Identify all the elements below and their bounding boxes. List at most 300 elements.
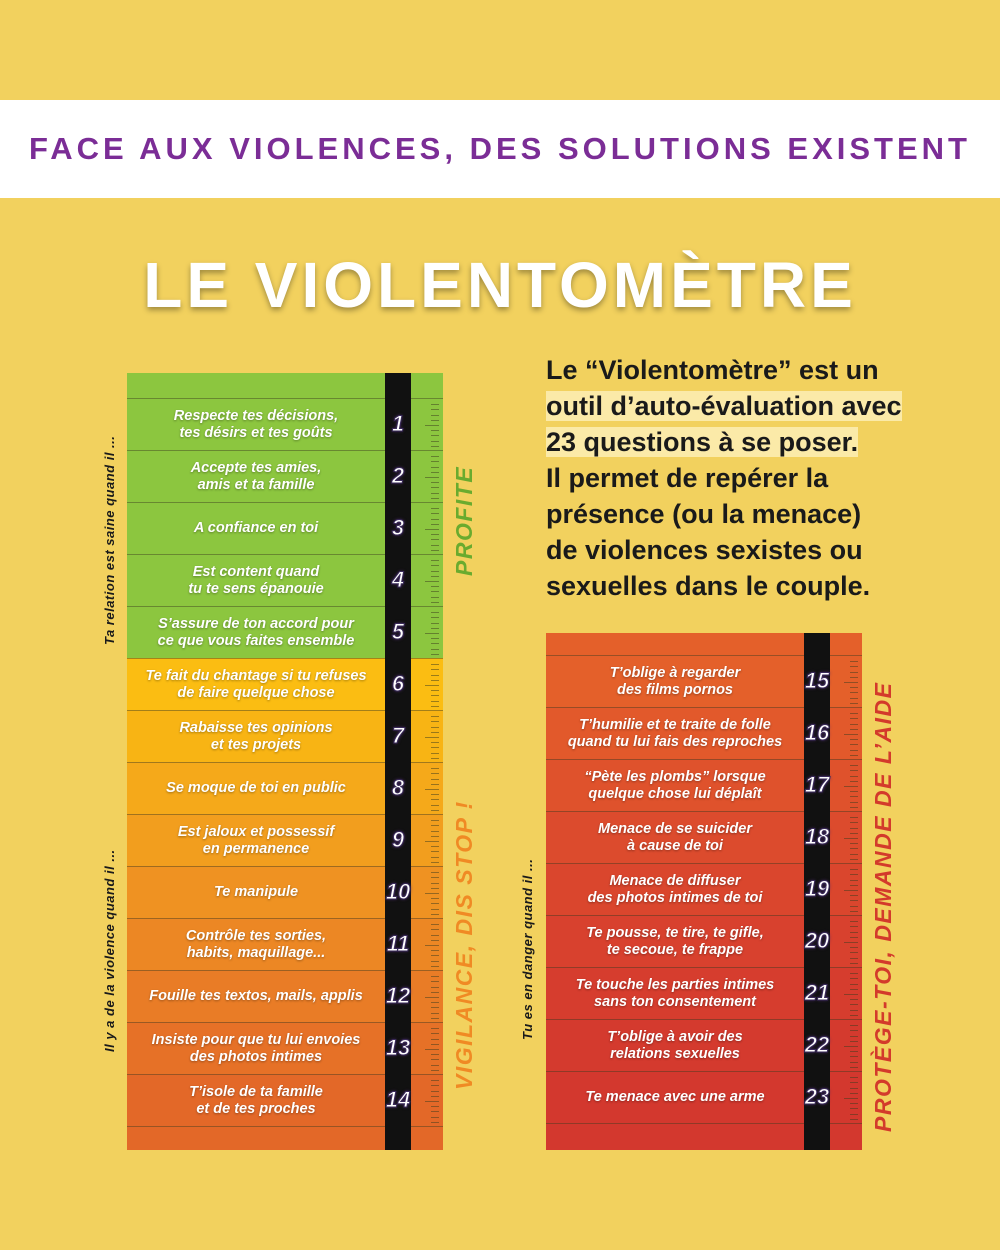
scale-tick xyxy=(850,973,858,974)
scale-tick xyxy=(850,1067,858,1068)
scale-tick xyxy=(431,784,439,785)
zone-label-profite: PROFITE xyxy=(451,465,477,576)
scale-tick xyxy=(844,1046,858,1047)
scale-tick xyxy=(850,1062,858,1063)
scale-tick xyxy=(850,885,858,886)
scale-tick xyxy=(850,661,858,662)
scale-tick xyxy=(850,817,858,818)
scale-row xyxy=(546,759,804,811)
scale-row-label: Rabaisse tes opinions et tes projets xyxy=(179,719,333,753)
scale-tick xyxy=(431,888,439,889)
scale-tick xyxy=(850,1108,858,1109)
scale-tick xyxy=(850,666,858,667)
scale-number: 1 xyxy=(391,411,405,436)
scale-tick xyxy=(431,1070,439,1071)
scale-tick xyxy=(850,906,858,907)
scale-tick xyxy=(431,664,439,665)
scale-top-strip xyxy=(127,373,385,398)
scale-number: 18 xyxy=(804,824,830,849)
scale-row-label: Te menace avec une arme xyxy=(585,1089,765,1105)
scale-tick xyxy=(850,978,858,979)
intro-line: de violences sexistes ou xyxy=(546,535,863,565)
scale-row xyxy=(127,762,385,814)
scale-row-label: Se moque de toi en public xyxy=(166,780,346,796)
scale-tick xyxy=(431,456,439,457)
scale-number: 2 xyxy=(391,463,405,488)
scale-bottom-strip xyxy=(830,1123,862,1150)
scale-tick xyxy=(431,623,439,624)
scale-tick xyxy=(431,914,439,915)
scale-row xyxy=(546,1071,804,1123)
scale-tick xyxy=(431,716,439,717)
scale-tick xyxy=(431,898,439,899)
scale-tick xyxy=(431,753,439,754)
scale-tick xyxy=(431,909,439,910)
scale-tick xyxy=(431,524,439,525)
scale-tick xyxy=(431,675,439,676)
scale-tick xyxy=(425,529,439,530)
scale-tick xyxy=(850,1030,858,1031)
scale-tick xyxy=(431,825,439,826)
scale-tick xyxy=(431,976,439,977)
scale-number: 15 xyxy=(804,668,830,693)
scale-row xyxy=(546,863,804,915)
scale-tick xyxy=(850,952,858,953)
scale-number: 17 xyxy=(804,772,830,797)
scale-number: 19 xyxy=(804,876,830,901)
scale-tick xyxy=(850,926,858,927)
scale-tick xyxy=(844,942,858,943)
scale-tick xyxy=(850,692,858,693)
scale-row-label: Te touche les parties intimes sans ton consentement xyxy=(575,976,775,1010)
scale-tick xyxy=(431,446,439,447)
scale-number: 22 xyxy=(804,1032,830,1057)
scale-tick xyxy=(431,1117,439,1118)
scale-tick xyxy=(850,822,858,823)
scale-tick xyxy=(431,883,439,884)
scale-tick xyxy=(431,420,439,421)
scale-tick xyxy=(431,773,439,774)
scale-number: 12 xyxy=(385,983,411,1008)
scale-tick xyxy=(431,794,439,795)
scale-bottom-strip xyxy=(127,1126,385,1150)
scale-row xyxy=(546,655,804,707)
scale-tick xyxy=(850,729,858,730)
scale-tick xyxy=(431,597,439,598)
scale-tick xyxy=(850,776,858,777)
scale-tick xyxy=(850,724,858,725)
scale-tick xyxy=(850,713,858,714)
scale-tick xyxy=(850,984,858,985)
scale-tick xyxy=(431,1007,439,1008)
scale-row xyxy=(127,658,385,710)
scale-tick xyxy=(850,698,858,699)
scale-row-label: T’oblige à avoir des relations sexuelles xyxy=(607,1028,743,1062)
scale-tick xyxy=(431,586,439,587)
scale-tick xyxy=(431,669,439,670)
scale-tick xyxy=(850,937,858,938)
scale-tick xyxy=(431,1002,439,1003)
scale-row-label: Te manipule xyxy=(213,884,299,900)
scale-tick xyxy=(850,895,858,896)
scale-tick xyxy=(850,900,858,901)
scale-tick xyxy=(850,1103,858,1104)
scale-row xyxy=(127,398,385,450)
side-note-danger: Tu es en danger quand il ... xyxy=(520,858,535,1040)
scale-row xyxy=(546,811,804,863)
scale-tick xyxy=(850,739,858,740)
scale-tick xyxy=(431,628,439,629)
scale-row-label: Est content quand tu te sens épanouie xyxy=(188,563,324,597)
scale-tick xyxy=(431,565,439,566)
scale-row xyxy=(127,866,385,918)
scale-tick xyxy=(425,1049,439,1050)
scale-tick xyxy=(431,987,439,988)
intro-line: présence (ou la menace) xyxy=(546,499,862,529)
scale-number: 14 xyxy=(385,1087,411,1112)
scale-tick xyxy=(431,1111,439,1112)
scale-row-label: Insiste pour que tu lui envoies des photos intimes xyxy=(151,1031,361,1065)
scale-tick xyxy=(425,997,439,998)
scale-tick xyxy=(431,487,439,488)
scale-tick xyxy=(844,786,858,787)
scale-tick xyxy=(850,1041,858,1042)
scale-row xyxy=(546,1019,804,1071)
scale-tick xyxy=(431,1059,439,1060)
scale-row-label: S’assure de ton accord pour ce que vous faites ensemble xyxy=(157,615,355,649)
scale-tick xyxy=(850,770,858,771)
scale-tick xyxy=(850,791,858,792)
scale-tick xyxy=(850,750,858,751)
scale-row-label: “Pète les plombs” lorsque quelque chose lui déplaît xyxy=(584,768,766,802)
scale-tick xyxy=(844,838,858,839)
scale-row xyxy=(127,502,385,554)
scale-tick xyxy=(850,1088,858,1089)
scale-tick xyxy=(431,846,439,847)
scale-tick xyxy=(431,508,439,509)
header-banner xyxy=(0,100,1000,198)
scale-tick xyxy=(850,796,858,797)
scale-tick xyxy=(850,744,858,745)
scale-number: 20 xyxy=(804,928,830,953)
scale-tick xyxy=(850,1010,858,1011)
scale-tick xyxy=(431,534,439,535)
scale-number: 8 xyxy=(391,775,405,800)
scale-tick xyxy=(431,877,439,878)
scale-tick xyxy=(844,734,858,735)
scale-tick xyxy=(850,1015,858,1016)
scale-tick xyxy=(431,441,439,442)
scale-tick xyxy=(431,472,439,473)
scale-row xyxy=(546,967,804,1019)
scale-tick xyxy=(850,911,858,912)
scale-tick xyxy=(850,687,858,688)
scale-tick xyxy=(431,643,439,644)
intro-highlight: 23 questions à se poser. xyxy=(546,427,859,457)
scale-tick xyxy=(431,467,439,468)
scale-tick xyxy=(431,940,439,941)
scale-tick xyxy=(850,677,858,678)
scale-tick xyxy=(431,1044,439,1045)
zone-label-vigilance: VIGILANCE, DIS STOP ! xyxy=(451,800,477,1090)
scale-tick xyxy=(431,732,439,733)
scale-tick xyxy=(431,742,439,743)
scale-tick xyxy=(431,617,439,618)
scale-tick xyxy=(850,807,858,808)
scale-tick xyxy=(850,828,858,829)
scale-row xyxy=(127,814,385,866)
scale-row-label: Est jaloux et possessif en permanence xyxy=(177,823,335,857)
scale-row xyxy=(127,970,385,1022)
scale-tick xyxy=(850,833,858,834)
scale-tick xyxy=(850,1004,858,1005)
scale-row-label: Te pousse, te tire, te gifle, te secoue, te frappe xyxy=(586,924,764,958)
scale-row-label: Respecte tes décisions, tes désirs et tes goûts xyxy=(173,407,339,441)
scale-tick xyxy=(431,513,439,514)
scale-top-strip xyxy=(830,633,862,655)
scale-bottom-strip xyxy=(411,1126,443,1150)
banner-text: FACE AUX VIOLENCES, DES SOLUTIONS EXISTENT xyxy=(29,131,971,166)
scale-tick xyxy=(431,820,439,821)
scale-tick xyxy=(850,963,858,964)
scale-row xyxy=(127,710,385,762)
scale-tick xyxy=(431,758,439,759)
scale-tick xyxy=(431,768,439,769)
scale-tick xyxy=(431,747,439,748)
scale-tick xyxy=(850,755,858,756)
scale-tick xyxy=(850,781,858,782)
scale-row xyxy=(127,554,385,606)
scale-tick xyxy=(850,854,858,855)
scale-tick xyxy=(850,848,858,849)
scale-row xyxy=(127,1022,385,1074)
scale-tick xyxy=(850,921,858,922)
scale-tick xyxy=(850,1093,858,1094)
scale-tick xyxy=(431,1096,439,1097)
scale-tick xyxy=(431,779,439,780)
scale-tick xyxy=(431,430,439,431)
scale-tick xyxy=(850,874,858,875)
scale-row-label: T’humilie et te traite de folle quand tu lui fais des reproches xyxy=(567,716,783,750)
scale-tick xyxy=(431,924,439,925)
intro-line: sexuelles dans le couple. xyxy=(546,571,871,601)
scale-tick xyxy=(431,935,439,936)
scale-tick xyxy=(850,1082,858,1083)
scale-tick xyxy=(425,477,439,478)
scale-tick xyxy=(850,999,858,1000)
scale-tick xyxy=(425,581,439,582)
scale-tick xyxy=(850,1114,858,1115)
scale-tick xyxy=(431,571,439,572)
scale-tick xyxy=(431,591,439,592)
scale-tick xyxy=(850,703,858,704)
scale-tick xyxy=(850,718,858,719)
scale-tick xyxy=(431,929,439,930)
scale-tick xyxy=(431,539,439,540)
scale-tick xyxy=(431,1122,439,1123)
scale-tick xyxy=(844,890,858,891)
scale-tick xyxy=(431,836,439,837)
scale-tick xyxy=(431,409,439,410)
scale-tick xyxy=(425,841,439,842)
scale-number: 6 xyxy=(391,671,405,696)
scale-number: 5 xyxy=(391,619,405,644)
scale-tick xyxy=(850,765,858,766)
scale-tick xyxy=(431,810,439,811)
page-title: LE VIOLENTOMÈTRE xyxy=(143,249,857,321)
scale-tick xyxy=(431,1091,439,1092)
scale-tick xyxy=(431,415,439,416)
scale-tick xyxy=(850,1025,858,1026)
scale-row-label: Te fait du chantage si tu refuses de faire quelque chose xyxy=(145,667,367,701)
intro-line: Il permet de repérer la xyxy=(546,463,829,493)
scale-tick xyxy=(431,576,439,577)
scale-tick xyxy=(844,682,858,683)
scale-row-label: Contrôle tes sorties, habits, maquillage... xyxy=(185,927,327,961)
scale-row-label: T’oblige à regarder des films pornos xyxy=(609,664,741,698)
scale-tick xyxy=(431,435,439,436)
scale-tick xyxy=(850,843,858,844)
scale-tick xyxy=(425,633,439,634)
scale-tick xyxy=(850,1077,858,1078)
side-note-healthy: Ta relation est saine quand il ... xyxy=(102,435,117,645)
scale-tick xyxy=(850,1051,858,1052)
scale-tick xyxy=(431,638,439,639)
scale-number: 10 xyxy=(385,879,411,904)
scale-tick xyxy=(431,721,439,722)
scale-tick xyxy=(431,1039,439,1040)
scale-number: 11 xyxy=(386,931,410,956)
scale-tick xyxy=(431,1013,439,1014)
scale-tick xyxy=(431,612,439,613)
scale-tick xyxy=(431,1018,439,1019)
scale-tick xyxy=(850,989,858,990)
scale-row-label: A confiance en toi xyxy=(193,520,319,536)
scale-tick xyxy=(431,706,439,707)
scale-tick xyxy=(431,805,439,806)
scale-tick xyxy=(850,869,858,870)
scale-number: 7 xyxy=(391,723,405,748)
scale-tick xyxy=(431,550,439,551)
scale-tick xyxy=(425,685,439,686)
scale-number: 16 xyxy=(804,720,830,745)
scale-top-strip xyxy=(546,633,804,655)
scale-tick xyxy=(844,994,858,995)
scale-number: 21 xyxy=(804,980,830,1005)
scale-tick xyxy=(431,961,439,962)
scale-number: 23 xyxy=(804,1084,830,1109)
scale-tick xyxy=(431,1065,439,1066)
scale-tick xyxy=(850,859,858,860)
scale-tick xyxy=(431,654,439,655)
scale-tick xyxy=(431,857,439,858)
scale-black-bar xyxy=(385,373,411,1150)
scale-tick xyxy=(431,950,439,951)
scale-row xyxy=(127,1074,385,1126)
scale-tick xyxy=(431,1080,439,1081)
scale-tick xyxy=(431,872,439,873)
scale-tick xyxy=(850,1036,858,1037)
scale-tick xyxy=(425,425,439,426)
right-violentometre-scale xyxy=(546,633,862,1150)
scale-tick xyxy=(431,903,439,904)
scale-tick xyxy=(431,831,439,832)
scale-tick xyxy=(431,851,439,852)
scale-tick xyxy=(431,680,439,681)
scale-tick xyxy=(431,493,439,494)
scale-tick xyxy=(431,1028,439,1029)
scale-tick xyxy=(431,602,439,603)
scale-tick xyxy=(431,560,439,561)
scale-tick xyxy=(431,981,439,982)
scale-tick xyxy=(425,893,439,894)
scale-row-label: T’isole de ta famille et de tes proches xyxy=(189,1083,323,1117)
scale-tick xyxy=(431,461,439,462)
scale-tick xyxy=(431,799,439,800)
scale-tick xyxy=(431,966,439,967)
scale-row xyxy=(127,606,385,658)
scale-tick xyxy=(850,672,858,673)
scale-tick xyxy=(431,1033,439,1034)
scale-tick xyxy=(850,958,858,959)
scale-tick xyxy=(850,947,858,948)
intro-highlight: outil d’auto-évaluation avec xyxy=(546,391,902,421)
scale-tick xyxy=(425,737,439,738)
intro-line: Le “Violentomètre” est un xyxy=(546,355,879,385)
scale-row-label: Fouille tes textos, mails, applis xyxy=(149,988,363,1004)
scale-row xyxy=(127,450,385,502)
scale-row-label: Menace de se suicider à cause de toi xyxy=(598,820,752,854)
scale-tick xyxy=(431,955,439,956)
scale-row-label: Menace de diffuser des photos intimes de toi xyxy=(587,872,763,906)
scale-number: 3 xyxy=(391,515,405,540)
scale-tick xyxy=(431,482,439,483)
scale-tick xyxy=(431,701,439,702)
scale-tick xyxy=(850,1056,858,1057)
scale-tick xyxy=(431,1054,439,1055)
scale-tick xyxy=(425,945,439,946)
scale-tick xyxy=(850,802,858,803)
scale-tick xyxy=(431,545,439,546)
scale-tick xyxy=(431,690,439,691)
scale-tick xyxy=(425,1101,439,1102)
scale-row xyxy=(546,707,804,759)
left-violentometre-scale xyxy=(127,373,443,1150)
scale-tick xyxy=(431,727,439,728)
scale-tick xyxy=(431,695,439,696)
scale-number: 4 xyxy=(391,567,405,592)
scale-row xyxy=(127,918,385,970)
scale-row-label: Accepte tes amies, amis et ta famille xyxy=(190,459,322,493)
zone-label-protege: PROTÈGE-TOI, DEMANDE DE L’AIDE xyxy=(870,681,896,1132)
scale-tick xyxy=(431,404,439,405)
scale-tick xyxy=(431,649,439,650)
scale-tick xyxy=(431,1085,439,1086)
scale-top-strip xyxy=(411,373,443,398)
scale-tick xyxy=(850,880,858,881)
scale-row xyxy=(546,915,804,967)
scale-tick xyxy=(844,1098,858,1099)
scale-number: 9 xyxy=(391,827,405,852)
scale-tick xyxy=(431,1106,439,1107)
scale-tick xyxy=(850,1119,858,1120)
scale-tick xyxy=(431,992,439,993)
scale-number: 13 xyxy=(385,1035,411,1060)
scale-tick xyxy=(431,498,439,499)
scale-tick xyxy=(850,932,858,933)
scale-tick xyxy=(431,862,439,863)
scale-tick xyxy=(425,789,439,790)
